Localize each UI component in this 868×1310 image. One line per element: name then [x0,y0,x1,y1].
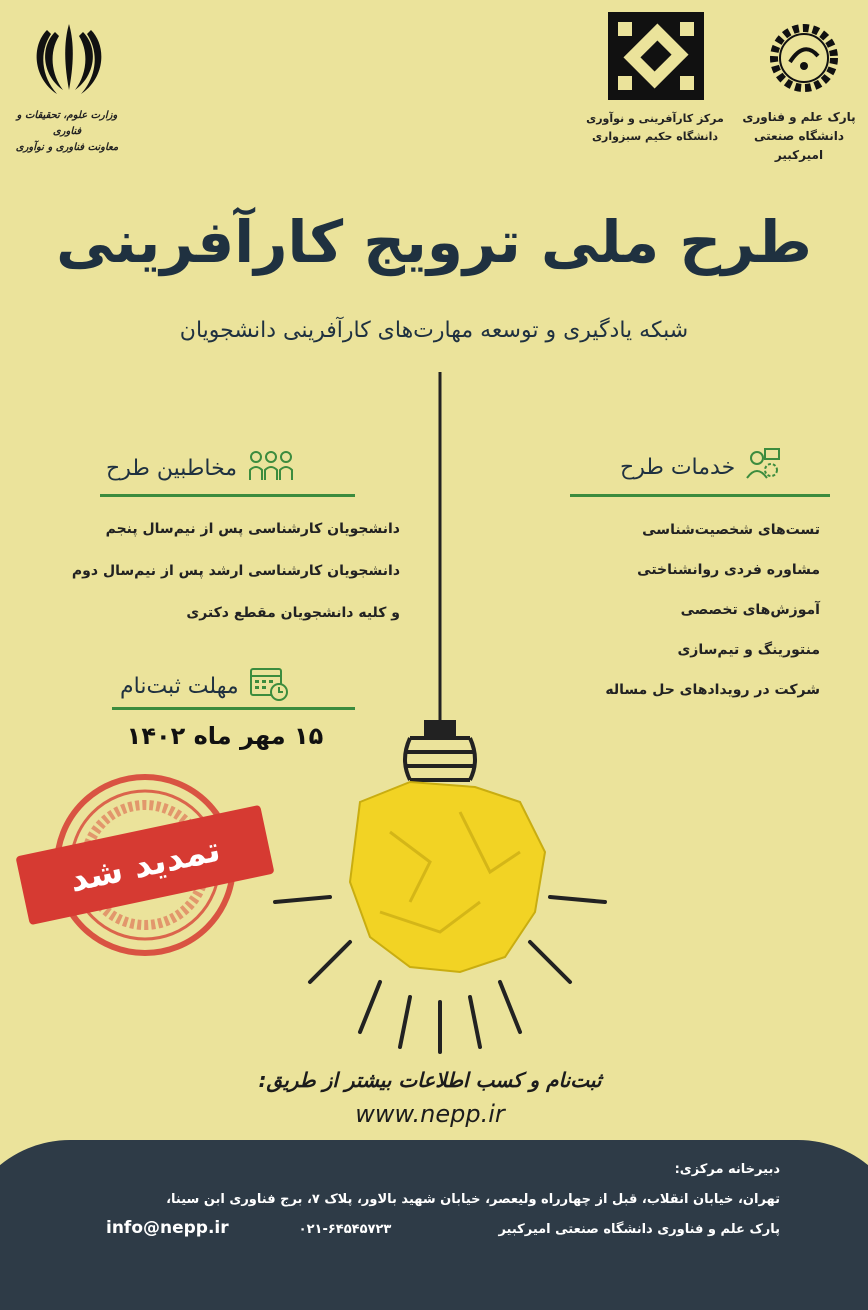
list-item: منتورینگ و تیم‌سازی [677,642,820,658]
list-item: مشاوره فردی روانشناختی [637,562,820,578]
stamp-label: تمدید شد [66,829,224,901]
park-logo [768,22,840,94]
footer-org: پارک علم و فناوری دانشگاه صنعتی امیرکبیر [498,1222,780,1237]
footer-label: دبیرخانه مرکزی: [674,1162,780,1177]
footer-email[interactable]: info@nepp.ir [106,1218,229,1238]
park-logo-text: پارک علم و فناوری دانشگاه صنعتی امیرکبیر [742,110,856,163]
crumpled-paper-bulb [350,782,545,972]
list-item: دانشجویان کارشناسی ارشد پس از نیم‌سال دوم [71,563,400,579]
gear-person-icon [745,446,781,488]
footer-address: تهران، خیابان انقلاب، قبل از چهارراه ولیعصر، خیابان شهید بالاور، پلاک ۷، برج فناوری ابن سینا، [166,1192,780,1207]
deadline-heading: مهلت ثبت‌نام [120,664,289,708]
list-item: آموزش‌های تخصصی [680,602,820,618]
group-icon [247,448,295,488]
calendar-icon [249,664,289,708]
website-link[interactable]: www.nepp.ir [355,1100,505,1128]
footer-phone: ۰۲۱-۶۴۵۴۵۷۲۳ [298,1222,392,1237]
audience-list [20,508,400,634]
gear-icon [768,22,840,94]
list-item: و کلیه دانشجویان مقطع دکتری [186,605,400,621]
ministry-logo [14,18,124,102]
page-subtitle: شبکه یادگیری و توسعه مهارت‌های کارآفرینی دانشجویان [179,318,689,343]
list-item: شرکت در رویدادهای حل مساله [605,682,820,698]
iran-emblem-icon [29,18,109,98]
bulb-socket [404,722,476,780]
services-list [520,510,820,710]
extended-stamp [20,770,270,960]
list-item: تست‌های شخصیت‌شناسی [642,522,820,538]
services-underline [570,494,830,497]
services-heading: خدمات طرح [620,446,781,488]
audience-underline [100,494,355,497]
center-logo [604,8,708,104]
deadline-underline [112,707,355,710]
page-title: طرح ملی ترویج کارآفرینی [56,208,812,276]
knot-pattern-icon [604,8,708,104]
center-logo-text: مرکز کارآفرینی و نوآوری دانشگاه حکیم سبزواری [586,112,724,143]
ministry-logo-text: وزارت علوم، تحقیقات و فناوری معاونت فناوری و نوآوری [15,110,119,153]
list-item: دانشجویان کارشناسی پس از نیم‌سال پنجم [105,521,400,537]
registration-cta: ثبت‌نام و کسب اطلاعات بیشتر از طریق: [258,1068,602,1092]
lightbulb-illustration [260,372,620,1062]
deadline-date: ۱۵ مهر ماه ۱۴۰۲ [126,722,324,750]
audience-heading: مخاطبین طرح [106,448,295,488]
